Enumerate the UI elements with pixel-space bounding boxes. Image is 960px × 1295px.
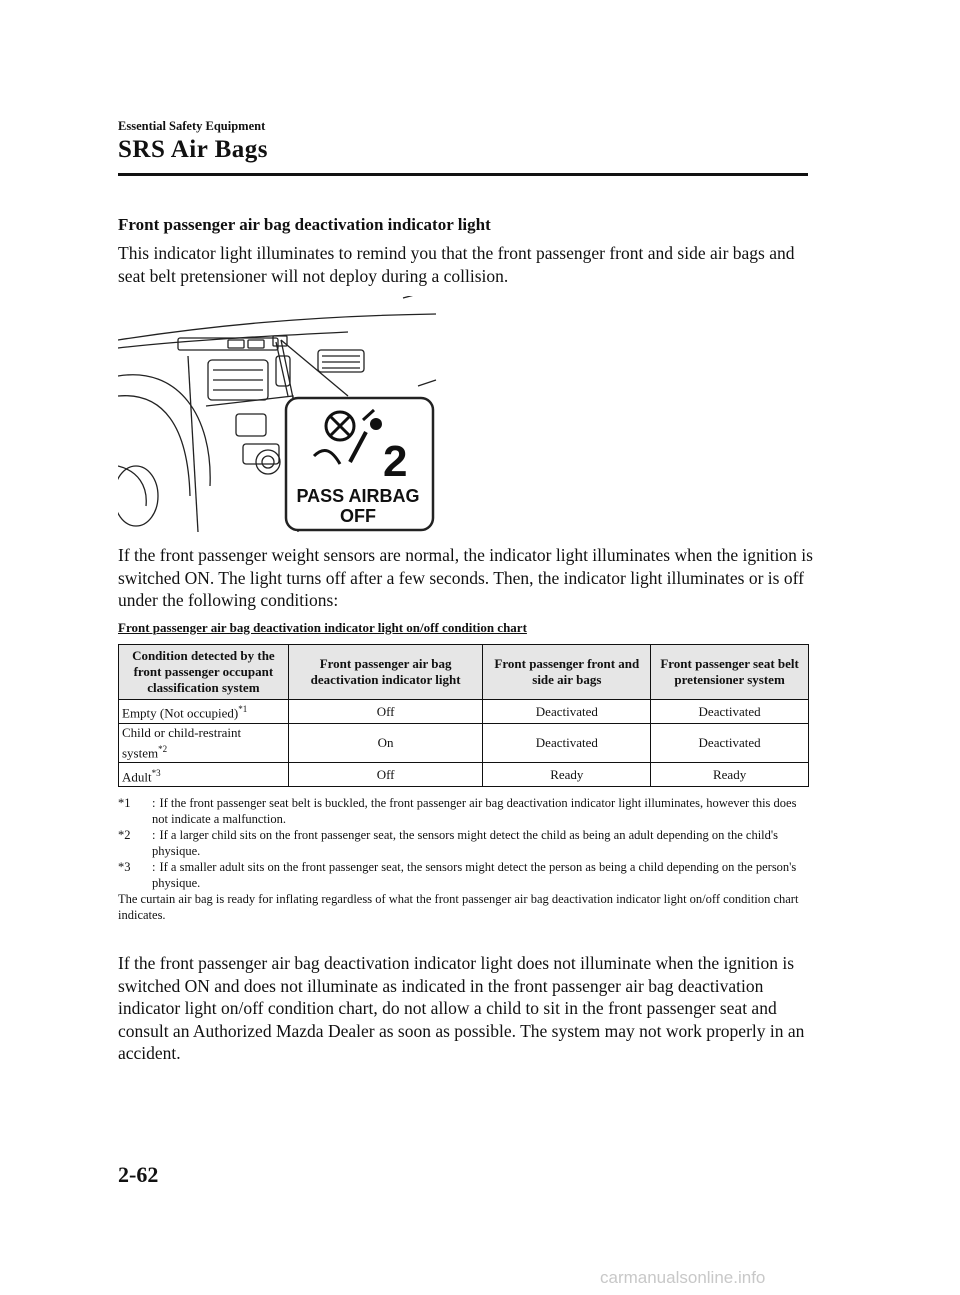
condition-cell: Adult$^{*3}$ [119, 763, 289, 787]
condition-cell: Empty (Not occupied)$^{*1}$ [119, 700, 289, 724]
page-title: SRS Air Bags [118, 136, 269, 163]
pretensioner-cell: Deactivated [651, 700, 809, 724]
badge-number: 2 [383, 437, 408, 486]
footnote-ref: *2 [158, 744, 168, 754]
column-header-condition: Condition detected by the front passenger occupant classification system [119, 645, 289, 700]
table-row [119, 763, 809, 787]
condition-cell: Child or child-restraint system$^{*2}$ [119, 724, 289, 763]
footnote-ref: *1 [238, 704, 248, 715]
page-number: 2-62 [118, 1162, 159, 1187]
footnote: *1 : If the front passenger seat belt is buckled, the front passenger air bag deactivation indicator light illuminates, however this does not indicate a malfunction. [118, 796, 797, 826]
column-header-air-bags: Front passenger front and side air bags [483, 645, 651, 700]
footnote-text: If a smaller adult sits on the front passenger seat, the sensors might detect the person as being a child depending on the person's physique. [152, 860, 797, 890]
footnote-mark: *3 [118, 860, 131, 874]
condition-chart-table [118, 644, 809, 787]
column-header-indicator: Front passenger air bag deactivation indicator light [288, 645, 483, 700]
title-divider [118, 173, 808, 176]
footnote: *3 : If a smaller adult sits on the front passenger seat, the sensors might detect the person as being a child depending on the person's physique. [118, 860, 797, 890]
footnotes [118, 795, 813, 923]
badge-label-line2: OFF [340, 506, 376, 526]
dashboard-illustration [118, 296, 438, 532]
pretensioner-cell: Deactivated [651, 724, 809, 763]
table-row [119, 700, 809, 724]
subheading: Front passenger air bag deactivation indicator light [118, 215, 491, 234]
pretensioner-cell: Ready [651, 763, 809, 787]
footnote-ref: *3 [151, 767, 161, 778]
intro-paragraph: This indicator light illuminates to remind you that the front passenger front and side air bags and seat belt pretensioner will not deploy during a collision. [118, 243, 795, 286]
warning-paragraph: If the front passenger air bag deactivation indicator light does not illuminate when the ignition is switched ON and does not illuminate as indicated in the front passenger air bag deactivation indicator light on/off condition chart, do not allow a child to sit in the front passenger seat and consult an Authorized Mazda Dealer as soon as possible. The system may not work properly in an accident. [118, 953, 805, 1063]
curtain-air-bag-note: The curtain air bag is ready for inflating regardless of what the front passenger air bag deactivation indicator light on/off condition chart indicates. [118, 892, 799, 922]
watermark: carmanualsonline.info [600, 1268, 766, 1287]
air-bags-cell: Ready [483, 763, 651, 787]
section-label: Essential Safety Equipment [118, 119, 266, 133]
footnote-mark: *2 [118, 828, 131, 842]
conditions-paragraph: If the front passenger weight sensors are normal, the indicator light illuminates when the ignition is switched ON. The light turns off after a few seconds. Then, the indicator light illuminates or is off under the following conditions: [118, 545, 813, 610]
indicator-cell: On [288, 724, 483, 763]
table-header-row [119, 645, 809, 700]
air-bags-cell: Deactivated [483, 700, 651, 724]
condition-chart-title: Front passenger air bag deactivation indicator light on/off condition chart [118, 620, 527, 635]
indicator-cell: Off [288, 763, 483, 787]
footnote-mark: *1 [118, 796, 131, 810]
badge-label-line1: PASS AIRBAG [296, 486, 420, 506]
indicator-cell: Off [288, 700, 483, 724]
footnote: *2 : If a larger child sits on the front passenger seat, the sensors might detect the child as being an adult depending on the child's physique. [118, 828, 779, 858]
footnote-text: If a larger child sits on the front passenger seat, the sensors might detect the child as being an adult depending on the child's physique. [152, 828, 779, 858]
column-header-pretensioner: Front passenger seat belt pretensioner system [651, 645, 809, 700]
air-bags-cell: Deactivated [483, 724, 651, 763]
footnote-text: If the front passenger seat belt is buckled, the front passenger air bag deactivation indicator light illuminates, however this does not indicate a malfunction. [152, 796, 797, 826]
table-row [119, 724, 809, 763]
